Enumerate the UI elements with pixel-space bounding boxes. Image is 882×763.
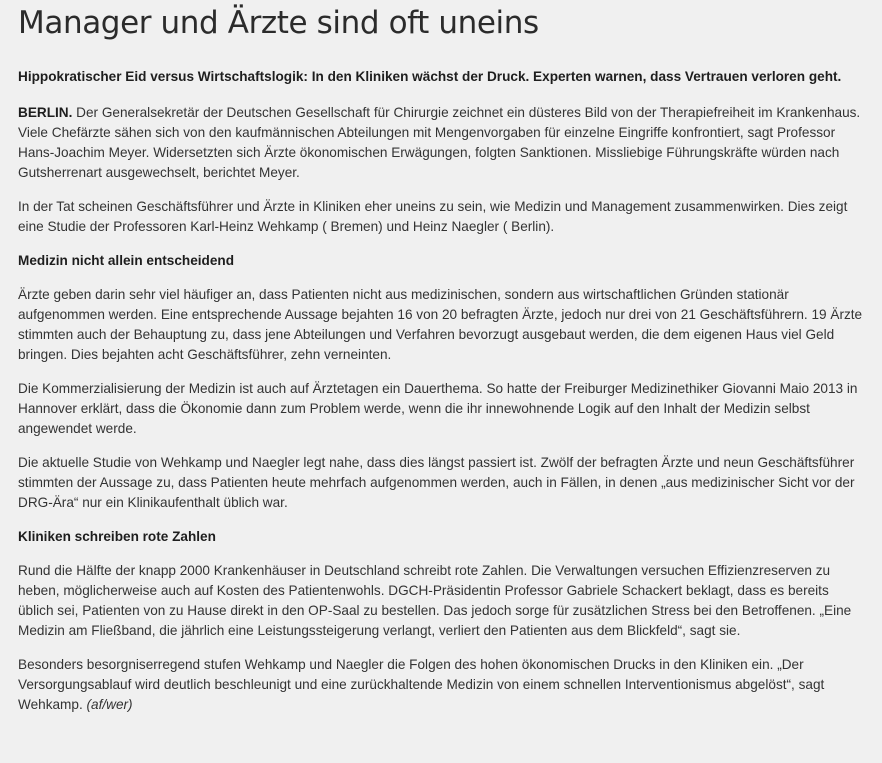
paragraph-4: Die Kommerzialisierung der Medizin ist auch auf Ärztetagen ein Dauerthema. So hatte der Freiburger Medizinethiker Giovanni Maio 2013 in Hannover erklärt, dass die Ökonomie dann zum Problem werde, wenn die ihr innewohnende Logik auf den Inhalt der Medizin selbst angewendet werde. xyxy=(18,381,858,436)
article-lead: Hippokratischer Eid versus Wirtschaftslogik: In den Kliniken wächst der Druck. Experten warnen, dass Vertrauen verloren geht. xyxy=(18,69,842,84)
paragraph-6: Rund die Hälfte der knapp 2000 Krankenhäuser in Deutschland schreibt rote Zahlen. Die Verwaltungen versuchen Effizienzreserven zu heben, möglicherweise auch auf Kosten des Patientenwohls. DGCH-Präsidentin Professor Gabriele Schackert beklagt, dass es bereits üblich sei, Patienten von zu Hause direkt in den OP-Saal zu bestellen. Das jedoch sorge für zusätzlichen Stress bei den Betroffenen. „Eine Medizin am Fließband, die jährlich eine Leistungssteigerung verlangt, verliert den Patienten aus dem Blickfeld“, sagt sie. xyxy=(18,563,852,638)
subheading-kliniken: Kliniken schreiben rote Zahlen xyxy=(18,529,216,544)
article-headline: Manager und Ärzte sind oft uneins xyxy=(18,5,539,41)
dateline: BERLIN. xyxy=(18,105,73,120)
paragraph-1-text: Der Generalsekretär der Deutschen Gesellschaft für Chirurgie zeichnet ein düsteres Bild von der Therapiefreiheit im Krankenhaus. Viele Chefärzte sähen sich von den kaufmännischen Abteilungen mit Mengenvorgaben für einzelne Eingriffe konfrontiert, sagt Professor Hans-Joachim Meyer. Widersetzten sich Ärzte ökonomischen Erwägungen, folgten Sanktionen. Missliebige Führungskräfte würden nach Gutsherrenart ausgewechselt, berichtet Meyer. xyxy=(18,105,861,180)
article xyxy=(0,6,868,715)
subheading-medizin: Medizin nicht allein entscheidend xyxy=(18,253,235,268)
byline: (af/wer) xyxy=(86,697,133,712)
paragraph-5: Die aktuelle Studie von Wehkamp und Naegler legt nahe, dass dies längst passiert ist. Zwölf der befragten Ärzte und neun Geschäftsführer stimmten der Aussage zu, dass Patienten heute mehrfach aufgenommen werden, auch in Fällen, in denen „aus medizinischer Sicht vor der DRG-Ära“ nur ein Klinikaufenthalt üblich war. xyxy=(18,455,855,510)
paragraph-1 xyxy=(18,103,868,183)
paragraph-2: In der Tat scheinen Geschäftsführer und Ärzte in Kliniken eher uneins zu sein, wie Medizin und Management zusammenwirken. Dies zeigt eine Studie der Professoren Karl-Heinz Wehkamp ( Bremen) und Heinz Naegler ( Berlin). xyxy=(18,199,848,234)
paragraph-7 xyxy=(18,655,868,715)
paragraph-7-text: Besonders besorgniserregend stufen Wehkamp und Naegler die Folgen des hohen ökonomischen Drucks in den Kliniken ein. „Der Versorgungsablauf wird deutlich beschleunigt und eine zurückhaltende Medizin von einem schnellen Interventionismus abgelöst“, sagt Wehkamp. xyxy=(18,657,825,712)
paragraph-3: Ärzte geben darin sehr viel häufiger an, dass Patienten nicht aus medizinischen, sondern aus wirtschaftlichen Gründen stationär aufgenommen werden. Eine entsprechende Aussage bejahten 16 von 20 befragten Ärzte, jedoch nur drei von 21 Geschäftsführern. 19 Ärzte stimmten auch der Behauptung zu, dass jene Abteilungen und Verfahren bevorzugt ausgebaut werden, die dem eigenen Haus viel Geld bringen. Dies bejahten acht Geschäftsführer, zehn verneinten. xyxy=(18,287,863,362)
